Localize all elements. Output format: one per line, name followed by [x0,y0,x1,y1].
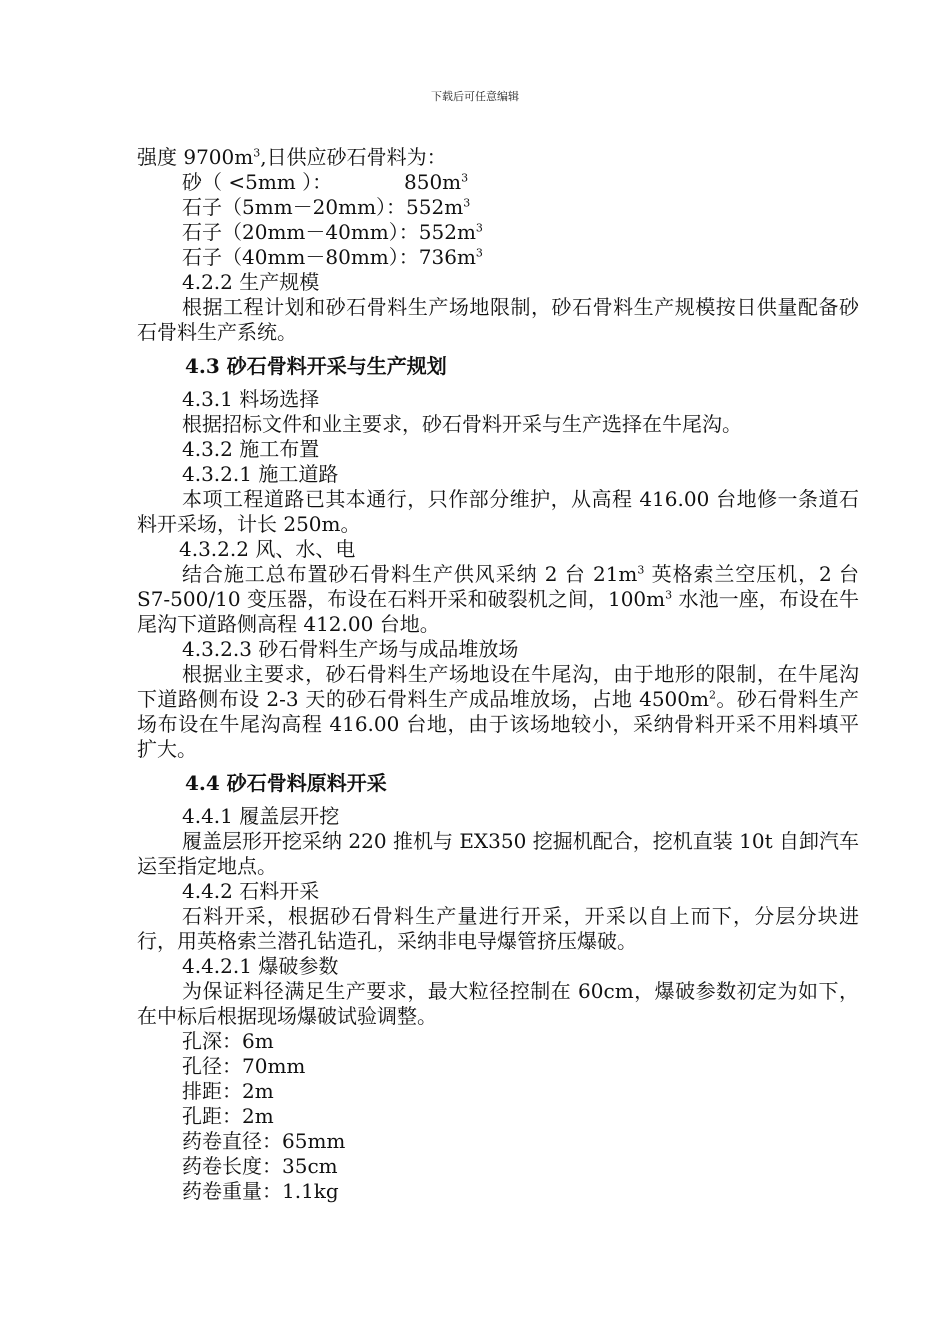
section-title-4-4-1: 4.4.1 履盖层开挖 [182,804,340,828]
supply-label: 石子（5mm－20mm）： [182,195,407,219]
param-item: 孔径：70mm [182,1054,306,1078]
param-item: 排距：2m [182,1079,274,1103]
section-title-4-3-2-2: 4.3.2.2 风、水、电 [179,537,356,561]
section-body-4-3-1: 根据招标文件和业主要求，砂石骨料开采与生产选择在牛尾沟。 [182,412,742,436]
supply-label: 石子（20mm－40mm）： [182,220,419,244]
document-body [137,145,859,1204]
body-text: 根据业主要求，砂石骨料生产场地设在牛尾沟，由于地形的限制，在牛尾沟下道路侧布设 2-3 天的砂石骨料生产成品堆放场，占地 4500m [137,662,859,711]
section-title-4-3-1: 4.3.1 料场选择 [182,387,320,411]
section-body-4-2-2: 根据工程计划和砂石骨料生产场地限制，砂石骨料生产规模按日供量配备砂石骨料生产系统。 [137,295,859,344]
supply-value: 850m [404,170,462,194]
supply-value: 552m [406,195,464,219]
body-text: 结合施工总布置砂石骨料生产供风采纳 2 台 21m [182,562,638,586]
section-title-4-4-2-1: 4.4.2.1 爆破参数 [182,954,339,978]
param-item: 孔深：6m [182,1029,274,1053]
superscript: 3 [461,171,469,185]
section-body-4-4-2: 石料开采，根据砂石骨料生产量进行开采，开采以自上而下，分层分块进行，用英格索兰潜孔钻造孔，采纳非电导爆管挤压爆破。 [137,904,859,953]
section-title-4-3-2-3: 4.3.2.3 砂石骨料生产场与成品堆放场 [182,637,519,661]
param-item: 药卷重量：1.1kg [182,1179,339,1203]
body-text: 水池一座，布设在牛尾沟下道路侧高程 412.00 台地。 [137,587,859,636]
superscript: 3 [665,588,673,602]
intro-text-end: ,日供应砂石骨料为： [260,145,447,169]
section-title-4-4-2: 4.4.2 石料开采 [182,879,320,903]
section-title-4-2-2: 4.2.2 生产规模 [182,270,320,294]
intro-text: 强度 9700m [137,145,254,169]
section-title-4-3-2-1: 4.3.2.1 施工道路 [182,462,339,486]
intro-line [137,145,859,170]
param-item: 孔距：2m [182,1104,274,1128]
param-item: 药卷直径：65mm [182,1129,346,1153]
supply-value: 552m [418,220,476,244]
superscript: 3 [463,196,471,210]
supply-label: 石子（40mm－80mm）： [182,245,419,269]
param-item: 药卷长度：35cm [182,1154,338,1178]
section-body-4-4-2-1: 为保证料径满足生产要求，最大粒径控制在 60cm，爆破参数初定为如下，在中标后根据现场爆破试验调整。 [137,979,859,1028]
superscript: 3 [475,246,483,260]
section-body-4-3-2-1: 本项工程道路已其本通行，只作部分维护，从高程 416.00 台地修一条道石料开采场，计长 250m。 [137,487,859,536]
supply-item [137,195,859,220]
supply-item [137,245,859,270]
superscript: 3 [637,563,645,577]
body-text: 。砂石骨料生产场布设在牛尾沟高程 416.00 台地，由于该场地较小，采纳骨料开采不用料填平扩大。 [137,687,859,761]
supply-item [137,170,859,195]
supply-label: 砂（ <5mm ）： [182,170,333,194]
section-body-4-3-2-3 [137,662,859,762]
superscript: 2 [708,688,716,702]
section-body-4-4-1: 履盖层形开挖采纳 220 推机与 EX350 挖掘机配合，挖机直装 10t 自卸汽车运至指定地点。 [137,829,859,878]
section-title-4-3-2: 4.3.2 施工布置 [182,437,320,461]
supply-value: 736m [418,245,476,269]
superscript: 3 [253,146,261,160]
supply-item [137,220,859,245]
section-body-4-3-2-2 [137,562,859,637]
heading-4-3: 4.3 砂石骨料开采与生产规划 [185,354,447,378]
body-text: 英格索兰空压机，2 台 S7-500/10 变压器，布设在石料开采和破裂机之间，100m [137,562,859,611]
superscript: 3 [475,221,483,235]
heading-4-4: 4.4 砂石骨料原料开采 [185,771,387,795]
page-header: 下载后可任意编辑 [431,90,519,103]
